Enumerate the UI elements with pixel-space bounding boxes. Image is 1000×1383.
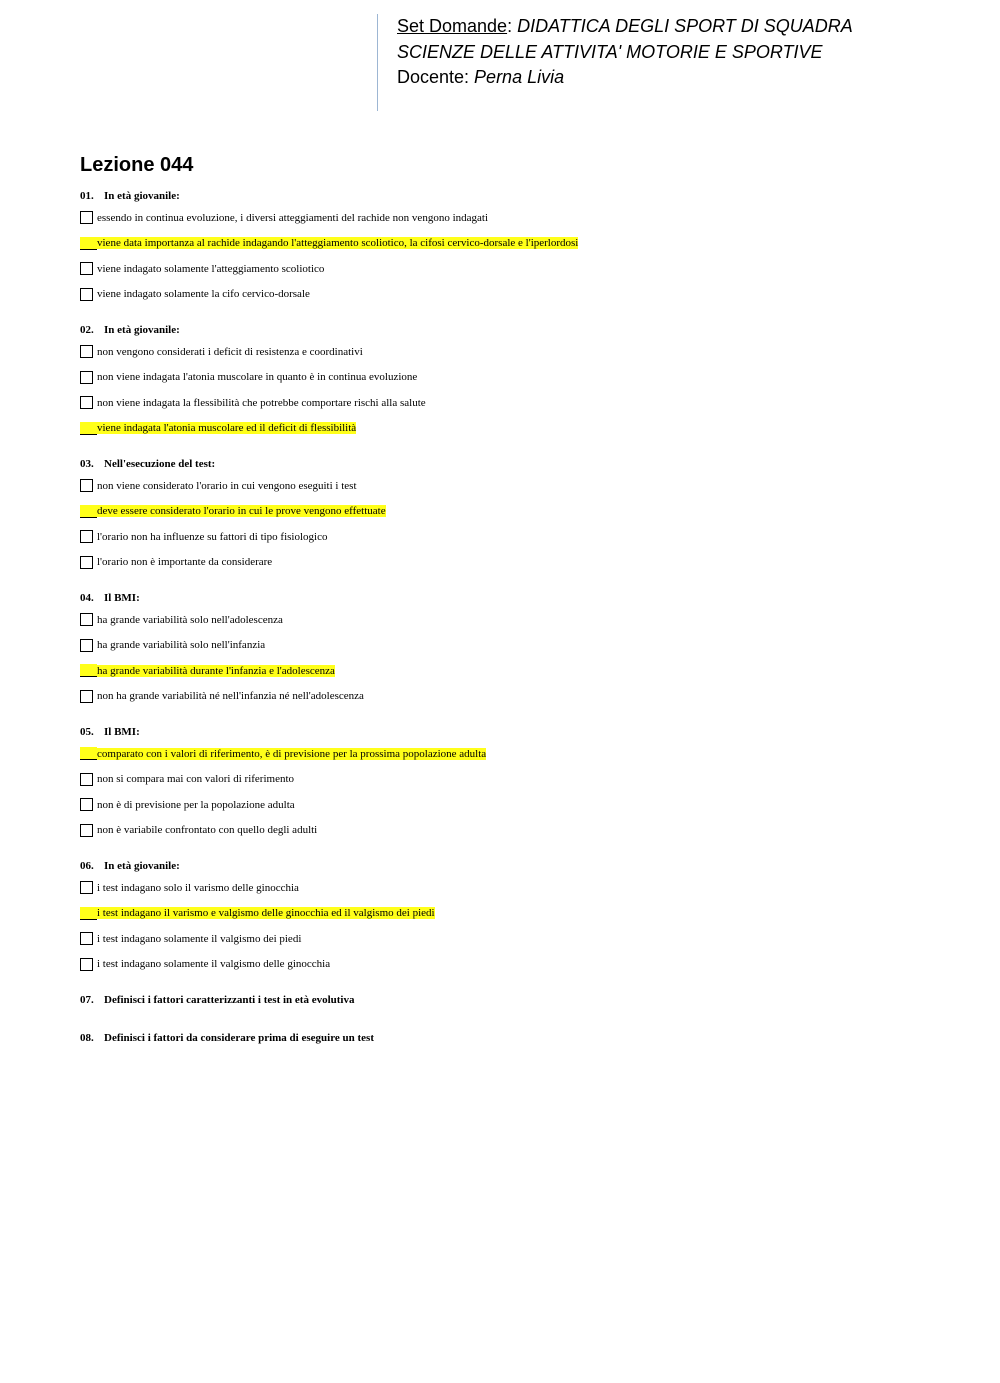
question-text: Definisci i fattori caratterizzanti i test in età evolutiva — [104, 994, 355, 1006]
question-number: 03. — [80, 458, 94, 470]
question-text: In età giovanile: — [104, 860, 180, 872]
option-text: viene data importanza al rachide indagando l'atteggiamento scoliotico, la cifosi cervico-dorsale e l'iperlordosi — [97, 237, 579, 250]
option-text: non viene indagata l'atonia muscolare in quanto è in continua evoluzione — [97, 371, 418, 384]
checkbox[interactable] — [80, 798, 93, 811]
checkbox[interactable] — [80, 345, 93, 358]
question-1 — [80, 187, 940, 307]
option-text: comparato con i valori di riferimento, è di previsione per la prossima popolazione adulta — [97, 747, 487, 760]
option-text: viene indagato solamente la cifo cervico-dorsale — [97, 288, 310, 301]
question-heading — [80, 589, 940, 607]
question-text: In età giovanile: — [104, 324, 180, 336]
document-header — [377, 14, 853, 111]
question-text: Nell'esecuzione del test: — [104, 458, 216, 470]
question-heading — [80, 455, 940, 473]
answer-option[interactable] — [80, 205, 940, 231]
answer-option[interactable] — [80, 792, 940, 818]
answer-option[interactable] — [80, 818, 940, 844]
answer-option[interactable] — [80, 633, 940, 659]
checkbox[interactable] — [80, 556, 93, 569]
option-text: i test indagano solamente il valgismo dei piedi — [97, 932, 302, 945]
header-set-line — [397, 14, 853, 40]
checkbox[interactable] — [80, 881, 93, 894]
question-heading — [80, 723, 940, 741]
teacher-name: Perna Livia — [474, 67, 565, 87]
question-heading — [80, 187, 940, 205]
question-number: 05. — [80, 726, 94, 738]
checkbox[interactable] — [80, 958, 93, 971]
header-program-line — [397, 40, 853, 66]
option-text: viene indagata l'atonia muscolare ed il deficit di flessibilità — [97, 422, 357, 435]
answer-option[interactable] — [80, 473, 940, 499]
open-question-7 — [80, 991, 940, 1009]
option-text: l'orario non è importante da considerare — [97, 556, 273, 569]
answer-option[interactable] — [80, 390, 940, 416]
checkbox[interactable] — [80, 932, 93, 945]
answer-option[interactable] — [80, 282, 940, 308]
checkbox[interactable] — [80, 288, 93, 301]
option-text: non è di previsione per la popolazione adulta — [97, 798, 295, 811]
answer-option-correct[interactable] — [80, 416, 940, 442]
answer-option[interactable] — [80, 256, 940, 282]
question-number: 07. — [80, 994, 94, 1006]
option-text: viene indagato solamente l'atteggiamento scoliotico — [97, 262, 325, 275]
checkbox[interactable] — [80, 479, 93, 492]
question-4 — [80, 589, 940, 709]
question-text: Definisci i fattori da considerare prima di eseguire un test — [104, 1032, 374, 1044]
question-2 — [80, 321, 940, 441]
option-text: l'orario non ha influenze su fattori di tipo fisiologico — [97, 530, 328, 543]
checkbox[interactable] — [80, 530, 93, 543]
question-number: 06. — [80, 860, 94, 872]
checkbox[interactable] — [80, 211, 93, 224]
checkbox[interactable] — [80, 371, 93, 384]
question-text: Il BMI: — [104, 592, 140, 604]
answer-option[interactable] — [80, 339, 940, 365]
option-text: ha grande variabilità solo nell'adolescenza — [97, 613, 283, 626]
question-text: Il BMI: — [104, 726, 140, 738]
checkbox[interactable] — [80, 773, 93, 786]
checkbox[interactable] — [80, 505, 97, 518]
program-name: SCIENZE DELLE ATTIVITA' MOTORIE E SPORTIVE — [397, 41, 823, 62]
option-text: non è variabile confrontato con quello degli adulti — [97, 824, 318, 837]
checkbox[interactable] — [80, 907, 97, 920]
question-heading — [80, 857, 940, 875]
checkbox[interactable] — [80, 262, 93, 275]
question-number: 04. — [80, 592, 94, 604]
option-text: essendo in continua evoluzione, i diversi atteggiamenti del rachide non vengono indagati — [97, 211, 488, 224]
checkbox[interactable] — [80, 396, 93, 409]
lesson-title: Lezione 044 — [80, 154, 194, 176]
answer-option[interactable] — [80, 952, 940, 978]
answer-option[interactable] — [80, 926, 940, 952]
answer-option[interactable] — [80, 767, 940, 793]
checkbox[interactable] — [80, 824, 93, 837]
question-6 — [80, 857, 940, 977]
option-text: i test indagano il varismo e valgismo delle ginocchia ed il valgismo dei piedi — [97, 907, 435, 920]
option-text: non vengono considerati i deficit di resistenza e coordinativi — [97, 345, 363, 358]
answer-option[interactable] — [80, 607, 940, 633]
set-separator: : — [507, 16, 518, 36]
teacher-label: Docente: — [397, 67, 475, 87]
checkbox[interactable] — [80, 613, 93, 626]
checkbox[interactable] — [80, 690, 93, 703]
option-text: i test indagano solo il varismo delle ginocchia — [97, 881, 299, 894]
question-3 — [80, 455, 940, 575]
answer-option[interactable] — [80, 550, 940, 576]
checkbox[interactable] — [80, 747, 97, 760]
question-heading — [80, 321, 940, 339]
answer-option-correct[interactable] — [80, 231, 940, 257]
answer-option[interactable] — [80, 875, 940, 901]
header-teacher-line — [397, 65, 853, 91]
answer-option-correct[interactable] — [80, 741, 940, 767]
course-name: DIDATTICA DEGLI SPORT DI SQUADRA — [517, 16, 853, 36]
open-question-8 — [80, 1029, 940, 1047]
answer-option-correct[interactable] — [80, 901, 940, 927]
question-number: 08. — [80, 1032, 94, 1044]
question-5 — [80, 723, 940, 843]
answer-option[interactable] — [80, 524, 940, 550]
questions-list — [80, 187, 940, 1067]
option-text: deve essere considerato l'orario in cui le prove vengono effettuate — [97, 505, 386, 518]
checkbox[interactable] — [80, 237, 97, 250]
answer-option-correct[interactable] — [80, 658, 940, 684]
option-text: non ha grande variabilità né nell'infanzia né nell'adolescenza — [97, 690, 364, 703]
option-text: non viene considerato l'orario in cui vengono eseguiti i test — [97, 479, 357, 492]
option-text: non viene indagata la flessibilità che potrebbe comportare rischi alla salute — [97, 396, 426, 409]
question-number: 01. — [80, 190, 94, 202]
option-text: ha grande variabilità durante l'infanzia e l'adolescenza — [97, 664, 335, 677]
question-text: In età giovanile: — [104, 190, 180, 202]
answer-option[interactable] — [80, 365, 940, 391]
checkbox[interactable] — [80, 664, 97, 677]
checkbox[interactable] — [80, 639, 93, 652]
checkbox[interactable] — [80, 422, 97, 435]
option-text: ha grande variabilità solo nell'infanzia — [97, 639, 266, 652]
option-text: i test indagano solamente il valgismo delle ginocchia — [97, 958, 331, 971]
set-label: Set Domande — [397, 16, 508, 36]
option-text: non si compara mai con valori di riferimento — [97, 773, 295, 786]
answer-option[interactable] — [80, 684, 940, 710]
question-number: 02. — [80, 324, 94, 336]
answer-option-correct[interactable] — [80, 499, 940, 525]
